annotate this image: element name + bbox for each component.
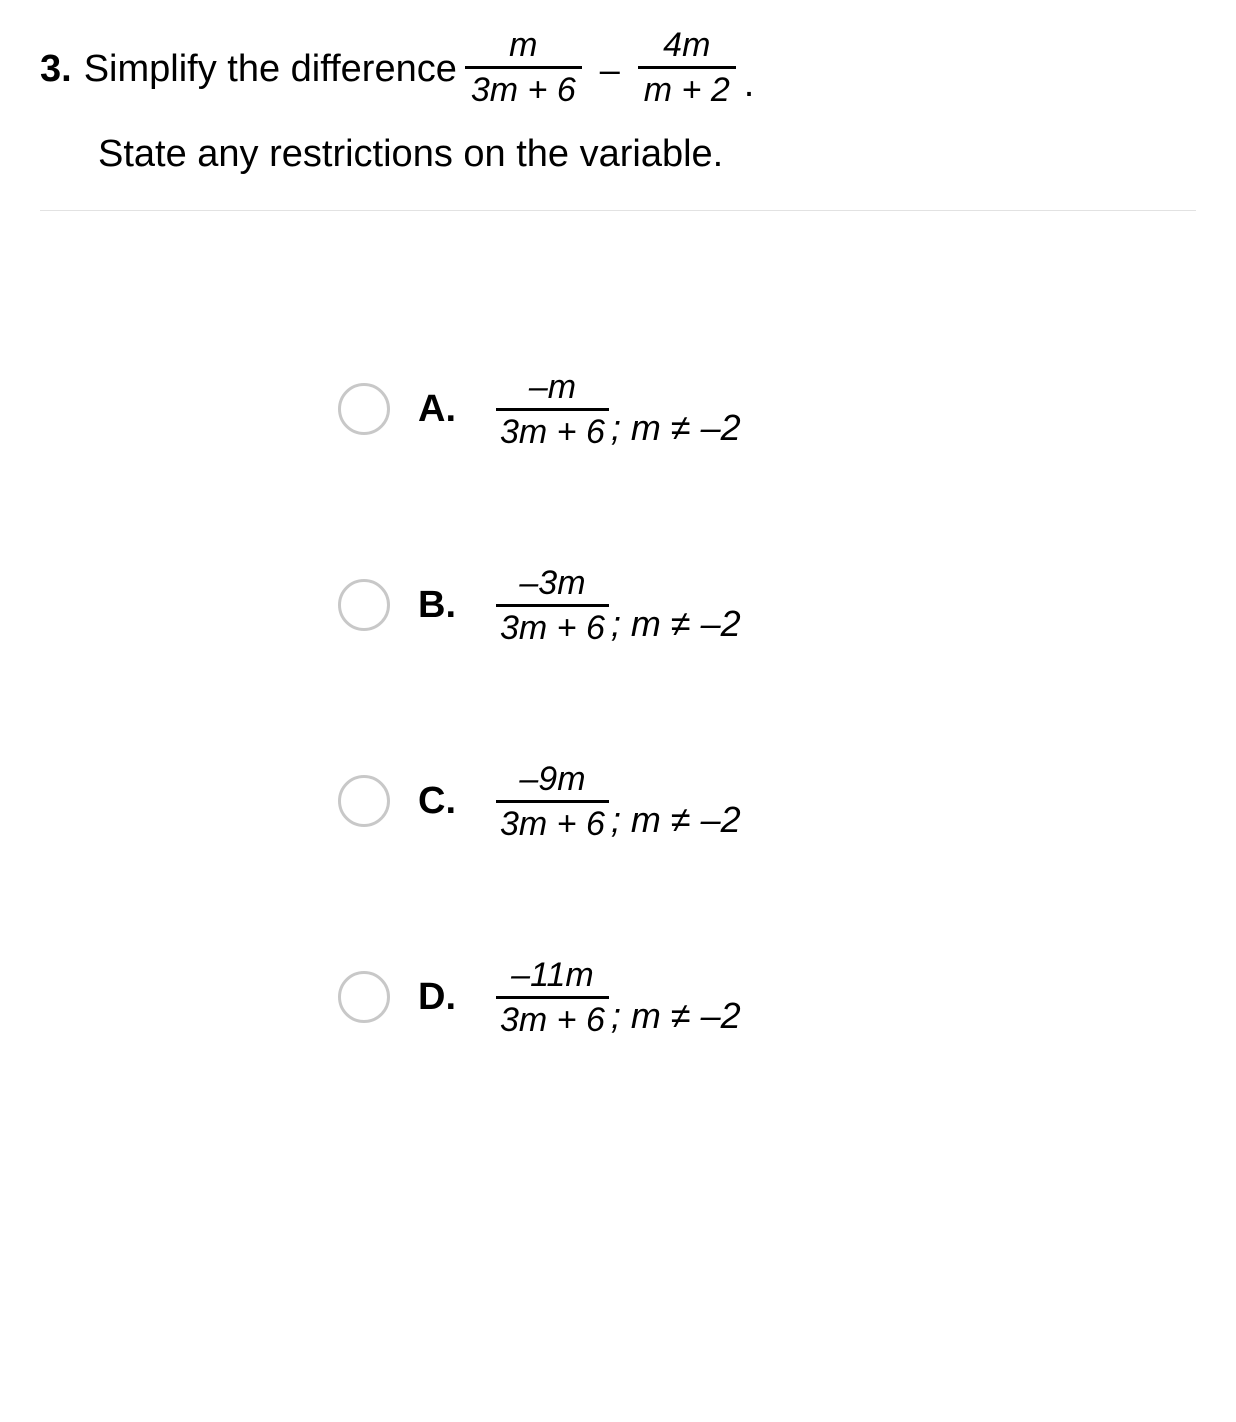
question-fraction-2 (638, 26, 736, 109)
choice-expression-b (496, 564, 741, 647)
choice-d-numerator: –11m (511, 955, 594, 994)
question-block (0, 0, 1236, 176)
answer-choice-list (0, 361, 1236, 1045)
choice-c-fraction (496, 760, 609, 843)
question-period: . (743, 63, 755, 106)
choice-radio-b[interactable] (338, 579, 390, 631)
choice-b-fraction (496, 564, 609, 647)
choice-a-restriction: ; m ≠ –2 (610, 406, 741, 448)
choice-a-fraction (496, 368, 609, 451)
fraction-1-numerator: m (509, 26, 538, 64)
choice-a-bar (496, 408, 609, 411)
answer-choice-a[interactable] (338, 361, 1236, 457)
choice-c-denominator: 3m + 6 (500, 804, 605, 843)
choice-letter-d: D. (418, 975, 456, 1018)
choice-letter-b: B. (418, 583, 456, 626)
fraction-2-bar (638, 66, 736, 69)
question-fraction-1 (465, 26, 582, 109)
question-number: 3. (40, 47, 72, 90)
question-line-2: State any restrictions on the variable. (98, 133, 724, 176)
choice-letter-a: A. (418, 387, 456, 430)
answer-choice-d[interactable] (338, 949, 1236, 1045)
fraction-1-denominator: 3m + 6 (470, 71, 576, 110)
question-prompt: Simplify the difference (83, 47, 457, 90)
choice-expression-d (496, 956, 741, 1039)
choice-radio-c[interactable] (338, 775, 390, 827)
choice-expression-c (496, 760, 741, 843)
section-divider (40, 210, 1196, 211)
choice-d-bar (496, 996, 609, 999)
choice-a-numerator: –m (528, 367, 577, 406)
choice-d-fraction (496, 956, 609, 1039)
choice-c-bar (496, 800, 609, 803)
choice-radio-d[interactable] (338, 971, 390, 1023)
choice-radio-a[interactable] (338, 383, 390, 435)
choice-d-denominator: 3m + 6 (500, 1000, 605, 1039)
choice-letter-c: C. (418, 779, 456, 822)
choice-b-numerator: –3m (519, 563, 586, 602)
choice-b-bar (496, 604, 609, 607)
choice-b-restriction: ; m ≠ –2 (610, 602, 741, 644)
choice-expression-a (496, 368, 741, 451)
choice-d-restriction: ; m ≠ –2 (610, 994, 741, 1036)
choice-a-denominator: 3m + 6 (500, 412, 605, 451)
fraction-2-denominator: m + 2 (643, 71, 730, 110)
minus-operator: – (599, 48, 620, 90)
answer-choice-b[interactable] (338, 557, 1236, 653)
choice-c-restriction: ; m ≠ –2 (610, 798, 741, 840)
choice-b-denominator: 3m + 6 (500, 608, 605, 647)
answer-choice-c[interactable] (338, 753, 1236, 849)
choice-c-numerator: –9m (519, 759, 586, 798)
question-line-1 (40, 28, 1196, 111)
fraction-2-numerator: 4m (663, 26, 711, 64)
fraction-1-bar (465, 66, 582, 69)
